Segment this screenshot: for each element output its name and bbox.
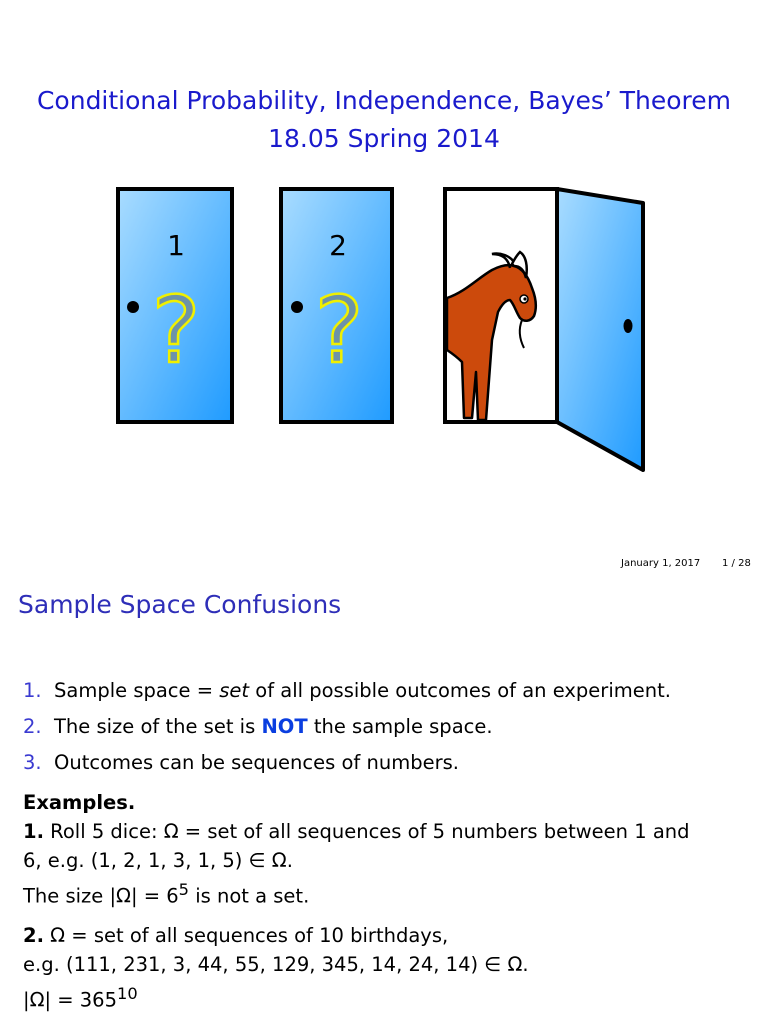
door-1 [118,189,232,422]
list-text: Outcomes can be sequences of numbers. [54,751,459,774]
confusions-list [23,673,671,781]
example-2-line3: $|\Omega| = 365^{10}$ [23,983,138,1011]
list-text: The size of the set is [54,715,262,738]
footer-page-number: 1 / 28 [722,558,751,569]
list-text: Sample space = [54,679,220,702]
list-text: of all possible outcomes of an experiment. [249,679,671,702]
list-item [23,673,671,709]
slide-subtitle: 18.05 Spring 2014 [268,124,500,153]
list-highlight: NOT [261,715,308,738]
examples-block [23,788,690,1014]
example-2-line1: 2. Ω = set of all sequences of 10 birthdays, [23,923,449,947]
door-2 [281,189,392,422]
example-2-line2: e.g. (111, 231, 3, 44, 55, 129, 345, 14, 24, 14) ∈ Ω. [23,952,529,976]
list-number: 2. [23,715,42,738]
door-3-open [445,189,643,470]
list-item [23,709,671,745]
list-text: the sample space. [307,715,493,738]
door-knob-icon [291,301,303,313]
list-number: 3. [23,751,42,774]
question-mark-icon: ? [314,277,364,384]
list-emphasis: set [219,679,250,702]
question-mark-icon: ? [151,277,201,384]
door-knob-icon [624,319,633,333]
list-item [23,745,671,781]
example-1-line3: The size $|\Omega| = 6^5$ is not a set. [23,880,310,908]
list-number: 1. [23,679,42,702]
example-1-line2: 6, e.g. (1, 2, 1, 3, 1, 5) ∈ Ω. [23,849,293,872]
footer-date: January 1, 2017 [621,558,701,569]
example-1-line1: 1. Roll 5 dice: Ω = set of all sequences of 5 numbers between 1 and [23,820,690,843]
door-knob-icon [127,301,139,313]
frame-title: Sample Space Confusions [18,590,342,619]
examples-heading: Examples. [23,791,136,814]
slide-title: Conditional Probability, Independence, Bayes’ Theorem [36,86,732,115]
door-2-label: 2 [329,229,347,262]
door-1-label: 1 [167,229,185,262]
